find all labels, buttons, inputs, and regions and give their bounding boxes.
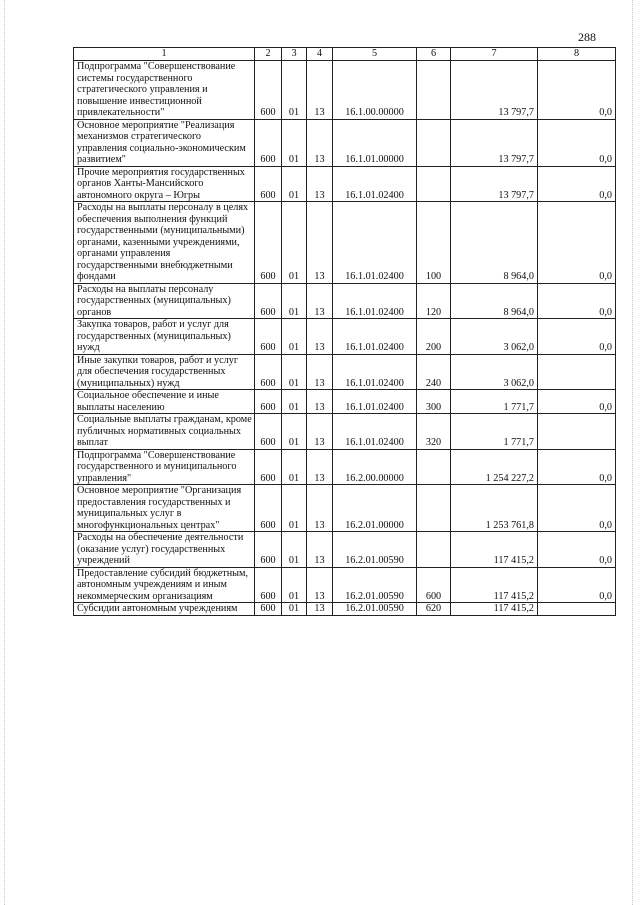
subsection-cell: 13 [307,449,333,485]
row-name-cell: Основное мероприятие "Организация предоставления государственных и муниципальных услуг в многофункциональных центрах" [74,485,255,532]
expense-type-cell [417,449,451,485]
table-row [74,532,616,568]
code-cell: 600 [255,449,282,485]
expense-type-cell [417,485,451,532]
amount-change-cell [538,414,616,450]
amount-change-cell: 0,0 [538,202,616,284]
expense-type-cell: 120 [417,283,451,319]
amount-cell: 13 797,7 [451,166,538,202]
expense-type-cell: 240 [417,354,451,390]
amount-cell: 1 253 761,8 [451,485,538,532]
col-header: 5 [333,48,417,61]
col-header: 2 [255,48,282,61]
target-article-cell: 16.1.00.00000 [333,61,417,120]
expense-type-cell [417,119,451,166]
page-edge-left [4,0,5,905]
col-header: 6 [417,48,451,61]
code-cell: 600 [255,202,282,284]
section-cell: 01 [282,485,307,532]
col-header: 3 [282,48,307,61]
amount-change-cell: 0,0 [538,319,616,355]
target-article-cell: 16.1.01.02400 [333,354,417,390]
code-cell: 600 [255,603,282,616]
amount-cell: 117 415,2 [451,603,538,616]
amount-change-cell: 0,0 [538,390,616,414]
subsection-cell: 13 [307,119,333,166]
table-row [74,603,616,616]
expense-type-cell [417,532,451,568]
target-article-cell: 16.2.01.00590 [333,603,417,616]
page-number: 288 [578,30,596,44]
amount-cell: 117 415,2 [451,567,538,603]
table-row [74,567,616,603]
target-article-cell: 16.1.01.00000 [333,119,417,166]
code-cell: 600 [255,166,282,202]
table-row [74,166,616,202]
row-name-cell: Расходы на выплаты персоналу в целях обеспечения выполнения функций государственными (муниципальными) органами, казенными учреждениями, органами управления государственными внебюджетными фондами [74,202,255,284]
table-row [74,414,616,450]
subsection-cell: 13 [307,319,333,355]
code-cell: 600 [255,319,282,355]
expense-type-cell [417,61,451,120]
table-row [74,390,616,414]
amount-cell: 13 797,7 [451,119,538,166]
amount-cell: 8 964,0 [451,283,538,319]
target-article-cell: 16.1.01.02400 [333,390,417,414]
amount-cell: 1 254 227,2 [451,449,538,485]
row-name-cell: Расходы на обеспечение деятельности (оказание услуг) государственных учреждений [74,532,255,568]
code-cell: 600 [255,414,282,450]
amount-cell: 8 964,0 [451,202,538,284]
amount-change-cell: 0,0 [538,567,616,603]
target-article-cell: 16.1.01.02400 [333,283,417,319]
table-row [74,354,616,390]
subsection-cell: 13 [307,567,333,603]
expense-type-cell: 300 [417,390,451,414]
section-cell: 01 [282,202,307,284]
section-cell: 01 [282,283,307,319]
amount-cell: 1 771,7 [451,414,538,450]
subsection-cell: 13 [307,166,333,202]
section-cell: 01 [282,319,307,355]
code-cell: 600 [255,485,282,532]
code-cell: 600 [255,61,282,120]
table-row [74,485,616,532]
section-cell: 01 [282,61,307,120]
row-name-cell: Закупка товаров, работ и услуг для государственных (муниципальных) нужд [74,319,255,355]
row-name-cell: Предоставление субсидий бюджетным, автономным учреждениям и иным некоммерческим организациям [74,567,255,603]
section-cell: 01 [282,390,307,414]
section-cell: 01 [282,532,307,568]
amount-change-cell: 0,0 [538,283,616,319]
row-name-cell: Социальное обеспечение и иные выплаты населению [74,390,255,414]
target-article-cell: 16.2.01.00000 [333,485,417,532]
code-cell: 600 [255,532,282,568]
amount-change-cell: 0,0 [538,166,616,202]
section-cell: 01 [282,567,307,603]
subsection-cell: 13 [307,202,333,284]
amount-change-cell: 0,0 [538,119,616,166]
row-name-cell: Социальные выплаты гражданам, кроме публичных нормативных социальных выплат [74,414,255,450]
section-cell: 01 [282,166,307,202]
target-article-cell: 16.1.01.02400 [333,202,417,284]
budget-table [73,47,616,616]
amount-change-cell [538,354,616,390]
row-name-cell: Субсидии автономным учреждениям [74,603,255,616]
section-cell: 01 [282,414,307,450]
section-cell: 01 [282,354,307,390]
col-header: 8 [538,48,616,61]
table-row [74,61,616,120]
amount-cell: 3 062,0 [451,319,538,355]
expense-type-cell: 600 [417,567,451,603]
col-header: 1 [74,48,255,61]
amount-change-cell: 0,0 [538,61,616,120]
code-cell: 600 [255,119,282,166]
col-header: 4 [307,48,333,61]
amount-change-cell [538,603,616,616]
subsection-cell: 13 [307,485,333,532]
subsection-cell: 13 [307,283,333,319]
table-row [74,202,616,284]
expense-type-cell [417,166,451,202]
expense-type-cell: 620 [417,603,451,616]
page-edge-right [632,0,633,905]
target-article-cell: 16.1.01.02400 [333,414,417,450]
amount-cell: 117 415,2 [451,532,538,568]
target-article-cell: 16.2.01.00590 [333,532,417,568]
subsection-cell: 13 [307,414,333,450]
subsection-cell: 13 [307,603,333,616]
expense-type-cell: 200 [417,319,451,355]
amount-cell: 13 797,7 [451,61,538,120]
table-row [74,283,616,319]
subsection-cell: 13 [307,532,333,568]
expense-type-cell: 320 [417,414,451,450]
row-name-cell: Расходы на выплаты персоналу государственных (муниципальных) органов [74,283,255,319]
target-article-cell: 16.2.01.00590 [333,567,417,603]
code-cell: 600 [255,567,282,603]
row-name-cell: Основное мероприятие "Реализация механизмов стратегического управления социально-экономическим развитием" [74,119,255,166]
row-name-cell: Подпрограмма "Совершенствование системы государственного стратегического управления и повышение инвестиционной привлекательности" [74,61,255,120]
target-article-cell: 16.2.00.00000 [333,449,417,485]
row-name-cell: Иные закупки товаров, работ и услуг для обеспечения государственных (муниципальных) нужд [74,354,255,390]
section-cell: 01 [282,119,307,166]
amount-change-cell: 0,0 [538,532,616,568]
amount-change-cell: 0,0 [538,485,616,532]
subsection-cell: 13 [307,61,333,120]
amount-cell: 1 771,7 [451,390,538,414]
col-header: 7 [451,48,538,61]
section-cell: 01 [282,603,307,616]
subsection-cell: 13 [307,390,333,414]
row-name-cell: Прочие мероприятия государственных органов Ханты-Мансийского автономного округа – Югры [74,166,255,202]
row-name-cell: Подпрограмма "Совершенствование государственного и муниципального управления" [74,449,255,485]
target-article-cell: 16.1.01.02400 [333,166,417,202]
code-cell: 600 [255,283,282,319]
subsection-cell: 13 [307,354,333,390]
expense-type-cell: 100 [417,202,451,284]
amount-change-cell: 0,0 [538,449,616,485]
amount-cell: 3 062,0 [451,354,538,390]
table-body [74,61,616,616]
header-row [74,48,616,61]
code-cell: 600 [255,354,282,390]
target-article-cell: 16.1.01.02400 [333,319,417,355]
code-cell: 600 [255,390,282,414]
table-row [74,119,616,166]
table-row [74,319,616,355]
table-row [74,449,616,485]
section-cell: 01 [282,449,307,485]
